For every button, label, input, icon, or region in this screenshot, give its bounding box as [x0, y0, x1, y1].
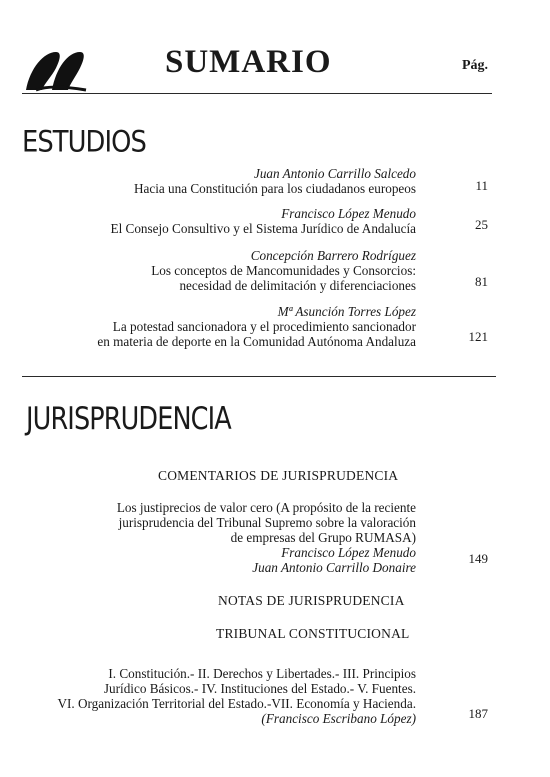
page-title: SUMARIO: [165, 44, 332, 80]
estudios-entry: [134, 166, 416, 196]
entry-page-number: 187: [468, 706, 488, 721]
estudios-entry: [111, 206, 416, 236]
entry-author: Concepción Barrero Rodríguez: [250, 248, 416, 263]
subsection-title-tribunal: TRIBUNAL CONSTITUCIONAL: [216, 626, 410, 641]
entry-author: Francisco López Menudo: [281, 545, 416, 560]
entry-author: Mª Asunción Torres López: [277, 304, 416, 319]
section-heading-estudios: ESTUDIOS: [22, 124, 146, 159]
entry-title-line: jurisprudencia del Tribunal Supremo sobre la valoración: [118, 515, 416, 530]
page-column-label: Pág.: [462, 58, 489, 73]
entry-title-line: El Consejo Consultivo y el Sistema Jurídico de Andalucía: [110, 221, 416, 236]
comentario-entry: [117, 500, 416, 575]
entry-title-line: VI. Organización Territorial del Estado.-VII. Economía y Hacienda.: [57, 696, 416, 711]
entry-title-line: en materia de deporte en la Comunidad Autónoma Andaluza: [97, 334, 416, 349]
entry-title-line: Los conceptos de Mancomunidades y Consorcios:: [151, 263, 416, 278]
entry-page-number: 121: [468, 329, 488, 344]
estudios-entry: [151, 248, 416, 293]
entry-page-number: 81: [475, 274, 488, 289]
section-rule: [22, 376, 496, 377]
subsection-title-notas: NOTAS DE JURISPRUDENCIA: [218, 593, 405, 608]
entry-title-line: necesidad de delimitación y diferenciaciones: [179, 278, 416, 293]
entry-author: Francisco López Menudo: [281, 206, 416, 221]
publisher-logo-icon: [22, 46, 92, 94]
entry-page-number: 11: [475, 178, 488, 193]
entry-title-line: I. Constitución.- II. Derechos y Libertades.- III. Principios: [108, 666, 416, 681]
section-heading-jurisprudencia: JURISPRUDENCIA: [26, 400, 231, 437]
header-rule: [22, 93, 492, 94]
entry-title-line: La potestad sancionadora y el procedimiento sancionador: [112, 319, 416, 334]
entry-page-number: 149: [468, 551, 488, 566]
subsection-title-comentarios: COMENTARIOS DE JURISPRUDENCIA: [158, 468, 399, 483]
entry-title-line: de empresas del Grupo RUMASA): [230, 530, 416, 545]
estudios-entry: [97, 304, 416, 349]
entry-page-number: 25: [475, 217, 488, 232]
entry-title-line: Jurídico Básicos.- IV. Instituciones del Estado.- V. Fuentes.: [103, 681, 416, 696]
entry-author: Juan Antonio Carrillo Salcedo: [253, 166, 416, 181]
entry-author: (Francisco Escribano López): [261, 711, 416, 726]
tribunal-entry: [57, 666, 416, 726]
entry-title-line: Hacia una Constitución para los ciudadanos europeos: [134, 181, 416, 196]
entry-author: Juan Antonio Carrillo Donaire: [252, 560, 416, 575]
entry-title-line: Los justiprecios de valor cero (A propósito de la reciente: [116, 500, 416, 515]
